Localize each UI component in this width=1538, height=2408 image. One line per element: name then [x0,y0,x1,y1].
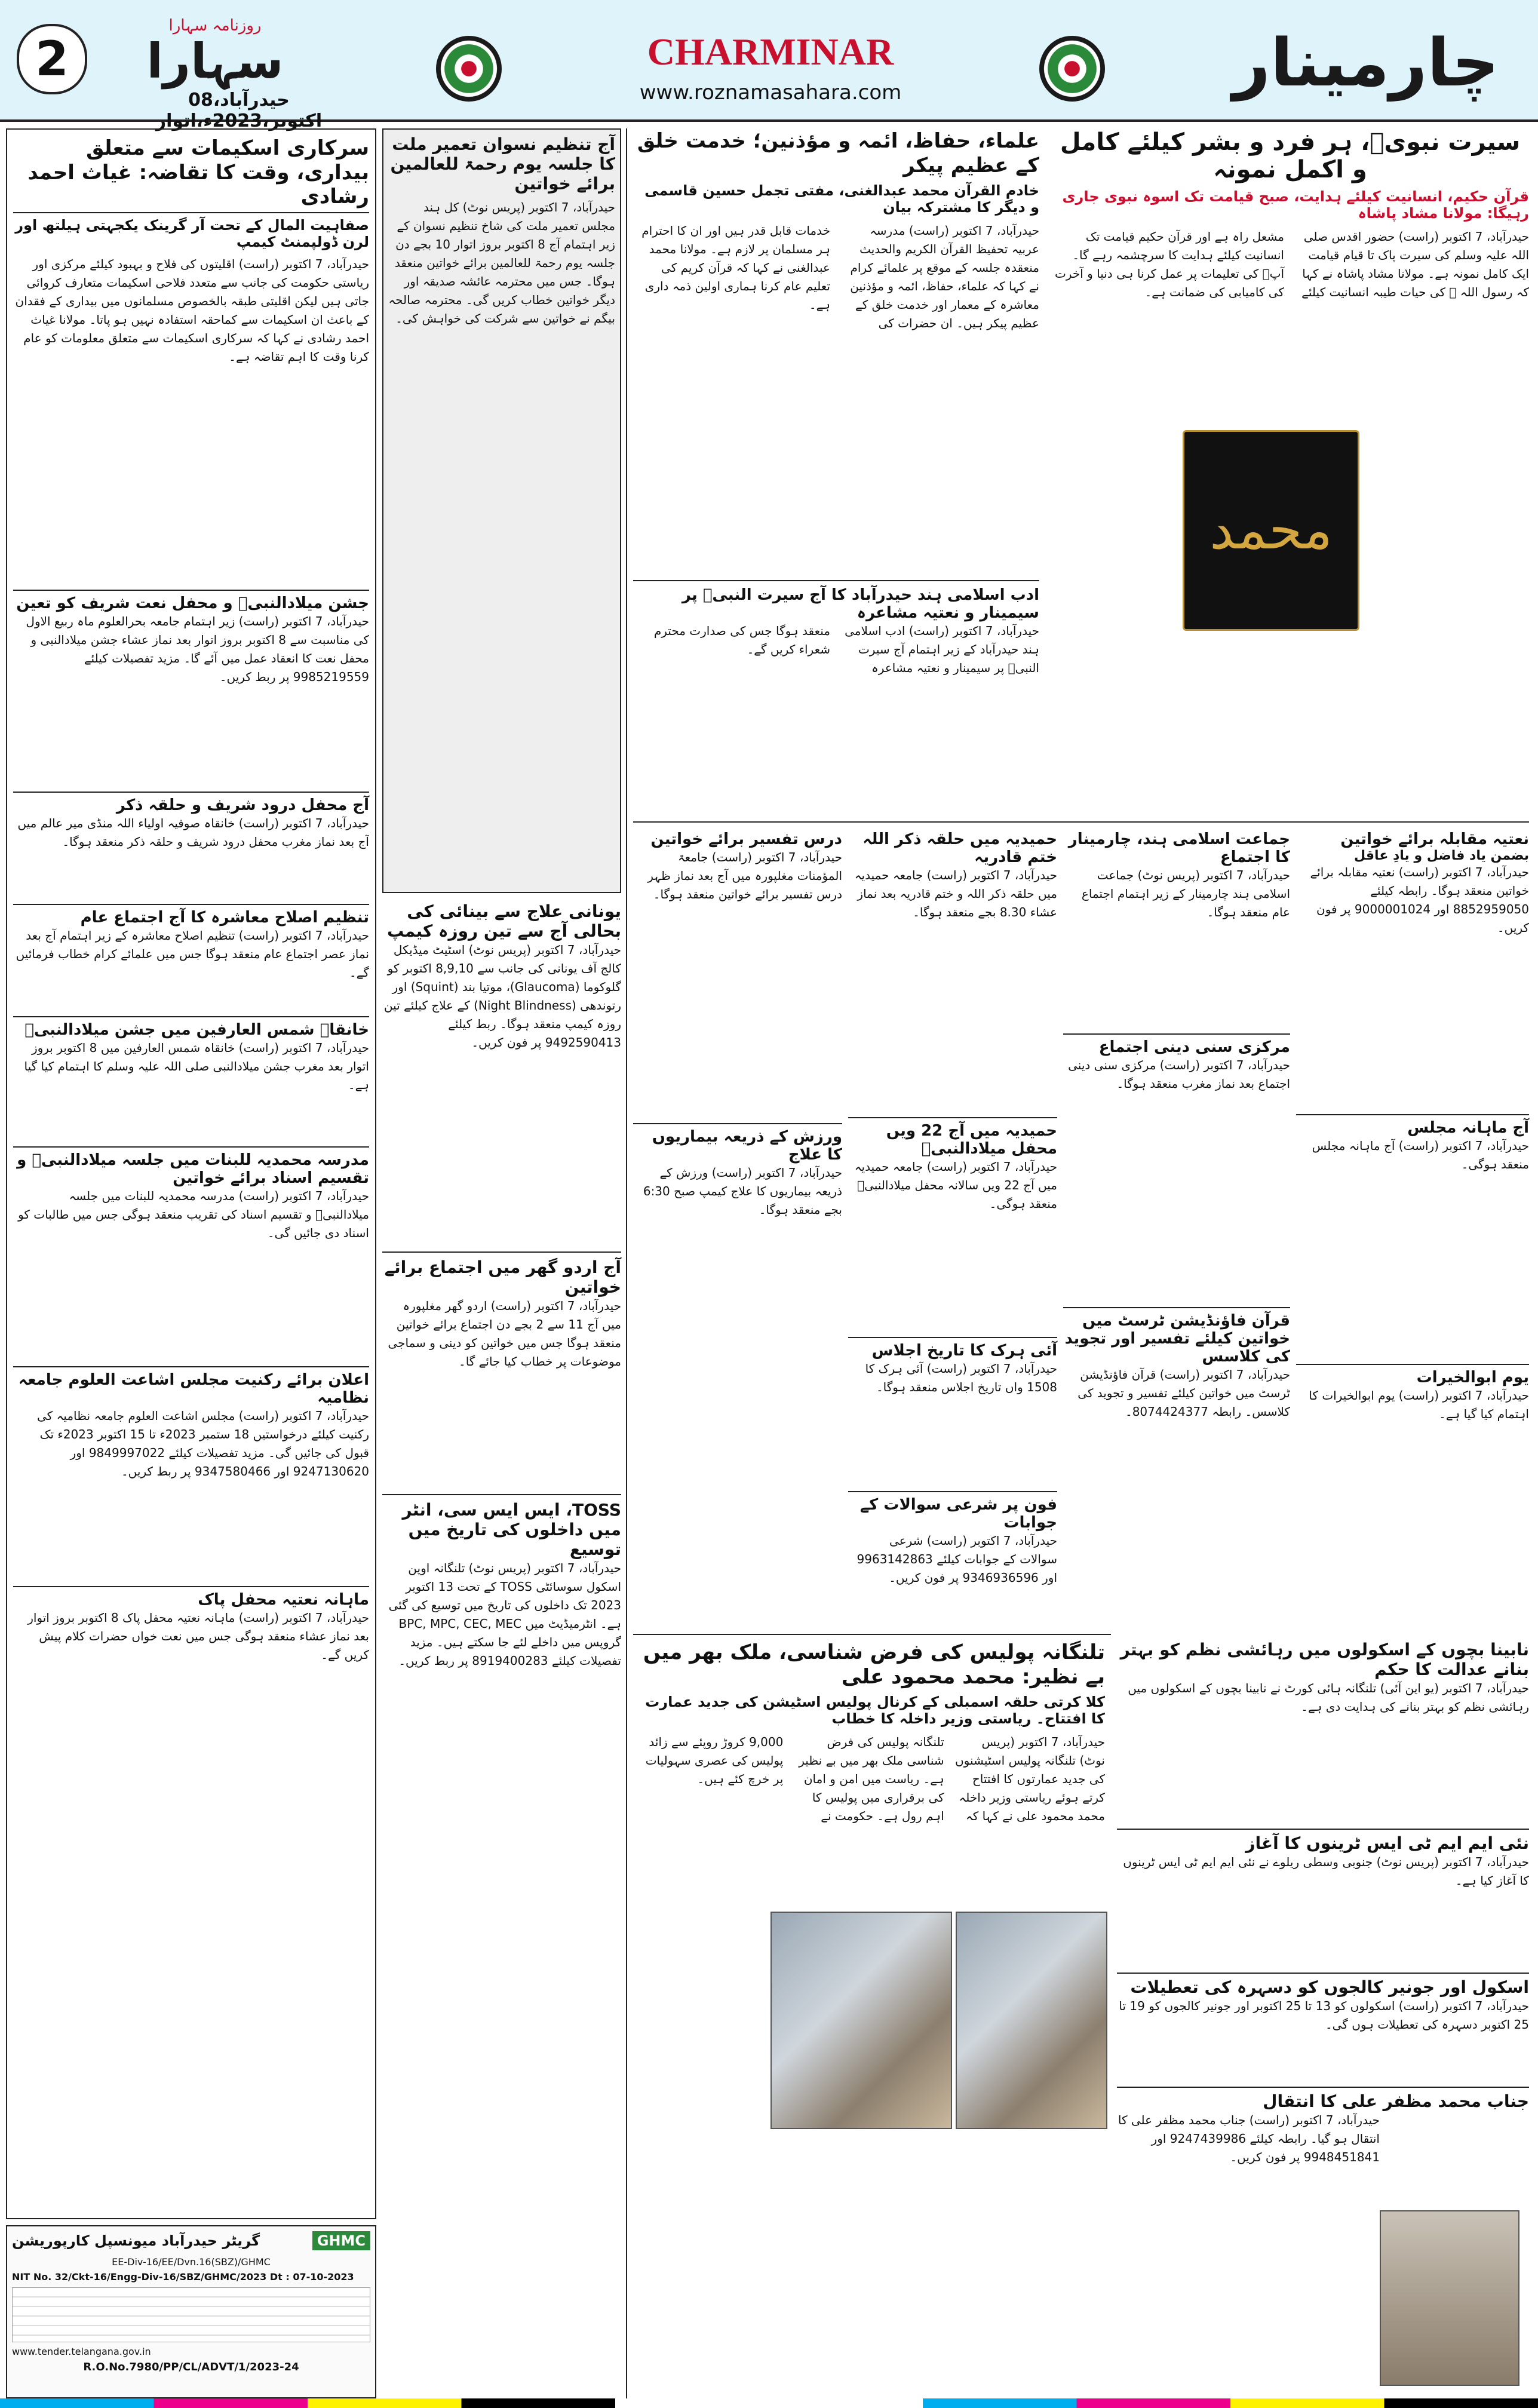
short-news-col-a [633,830,842,1625]
ghmc-site[interactable]: www.tender.telangana.gov.in [12,2346,151,2357]
left-body6: حیدرآباد، 7 اکتوبر (راست) مدرسہ محمدیہ للبنات میں جلسہ میلادالنبیؐ و تقسیم اسناد کی تقریب منعقد ہوگی جس میں طالبات کو اسناد دی جائیں گی۔ [18,1189,369,1240]
emblem-left-icon [436,36,502,102]
c-h12: یوم ابوالخیرات [1296,1364,1529,1386]
left-h1: سرکاری اسکیمات سے متعلق بیداری، وقت کا تقاضہ: غیاث احمد رشادی [13,136,369,213]
col2-h4: TOSS، ایس ایس سی، انٹر میں داخلوں کی تاریخ میں توسیع [382,1494,621,1559]
col2-body1: حیدرآباد، 7 اکتوبر (پریس نوٹ) کل ہند مجلس تعمیر ملت کی شاخ تنظیم نسوان کے زیر اہتمام آج 8 اکتوبر بروز اتوار 10 بجے دن جلسہ یوم رحمۃ للعالمین برائے خواتین منعقد ہوگا۔ جس میں محترمہ عائشہ صدیقہ اور دیگر خواتین خطاب کریں گی۔ محترمہ صالحہ بیگم نے خواتین سے شرکت کی خواہش کی۔ [388,200,615,326]
left-h5: خانقاہ شمس العارفین میں جشن میلادالنبیؐ [13,1016,369,1039]
left-column [6,128,376,2219]
c-b7: حیدرآباد، 7 اکتوبر (راست) مرکزی سنی دینی اجتماع بعد نماز مغرب منعقد ہوگا۔ [1068,1058,1290,1091]
ghmc-org: گریٹر حیدرآباد میونسپل کارپوریشن [12,2232,260,2249]
masthead-brand [108,17,323,88]
c-sub4: بضمن یاد فاضل و یادِ عاقل [1354,848,1529,863]
left-h8: ماہانہ نعتیہ محفل پاک [13,1586,369,1609]
section-title-en: CHARMINAR [647,30,894,73]
left-h4: تنظیم اصلاح معاشرہ کا آج اجتماع عام [13,904,369,927]
left-h7: اعلان برائے رکنیت مجلس اشاعت العلوم جامعہ نظامیہ [13,1366,369,1407]
seminar-headline: ادب اسلامی ہند حیدرآباد کا آج سیرت النبیؐ پر سیمینار و نعتیہ مشاعرہ [633,580,1039,622]
website-url[interactable]: www.roznamasahara.com [639,81,902,105]
left-body7: حیدرآباد، 7 اکتوبر (راست) مجلس اشاعت العلوم جامعہ نظامیہ کی رکنیت کیلئے درخواستیں 18 ستمبر 2023ء تا 15 اکتوبر 2023ء تک قبول کی جائیں گی۔ مزید تفصیلات کیلئے 9849997022 اور 9247130620 اور 9347580466 پر ربط کریں۔ [37,1409,369,1478]
c-h5: حمیدیہ میں آج 22 ویں محفل میلادالنبیؐ [848,1117,1057,1158]
c-b1: حیدرآباد، 7 اکتوبر (راست) جامعۃ المؤمنات مغلپورہ میں آج بعد نماز ظہر درس تفسیر برائے خواتین منعقد ہوگا۔ [647,850,842,901]
sirat-headline: سیرت نبویؐ، ہر فرد و بشر کیلئے کامل و اکمل نمونہ [1060,128,1521,183]
police-subline: کلا کرتی حلقہ اسمبلی کے کرنال پولیس اسٹیشن کی جدید عمارت کا افتتاح۔ ریاستی وزیر داخلہ کا خطاب [645,1694,1105,1727]
rn-b4: حیدرآباد، 7 اکتوبر (راست) جناب محمد مظفر علی کا انتقال ہو گیا۔ رابطہ کیلئے 9247439986 اور 9948451841 پر فون کریں۔ [1118,2113,1380,2164]
left-body2: حیدرآباد، 7 اکتوبر (راست) زیر اہتمام جامعہ بحرالعلوم ماہ ربیع الاول کی مناسبت سے 8 اکتوبر بروز اتوار بعد نماز عشاء جشن میلادالنبی و محفل نعت کا انعقاد عمل میں آئے گا۔ مزید تفصیلات کیلئے 9985219559 پر ربط کریں۔ [26,614,369,684]
c-h9: ورزش کے ذریعہ بیماریوں کا علاج [633,1123,842,1164]
c-h10: فون پر شرعی سوالات کے جوابات [848,1491,1057,1532]
c-b5: حیدرآباد، 7 اکتوبر (راست) جامعہ حمیدیہ میں آج 22 ویں سالانہ محفل میلادالنبیؐ منعقد ہوگی۔ [854,1159,1057,1211]
left-h2: جشن میلادالنبیؐ و محفل نعت شریف کو تعین [13,590,369,612]
mid-rule [633,821,1529,823]
c-b12: حیدرآباد، 7 اکتوبر (راست) یوم ابوالخیرات کا اہتمام کیا گیا ہے۔ [1309,1388,1529,1421]
sirat-subhead: قرآن حکیم، انسانیت کیلئے ہدایت، صبح قیامت تک اسوہ نبوی جاری رہیگا: مولانا مشاد پاشاہ [1062,188,1529,222]
rn-h1: نابینا بچوں کے اسکولوں میں رہائشی نظم کو بہتر بنانے عدالت کا حکم [1120,1640,1529,1679]
tanzeem-box [382,128,621,893]
short-news-col-c [1063,830,1290,1625]
emblem-right-icon [1039,36,1105,102]
rn-h2: نئی ایم ایم ٹی ایس ٹرینوں کا آغاز [1117,1829,1529,1853]
left-h3: آج محفل درود شریف و حلقہ ذکر [13,792,369,814]
left-body1: حیدرآباد، 7 اکتوبر (راست) اقلیتوں کی فلاح و بہبود کیلئے مرکزی اور ریاستی حکومت کی جانب سے متعدد فلاحی اسکیمات متعارف کروائی جاتی ہیں لیکن اقلیتی طبقہ بالخصوص مسلمانوں میں بیداری کے فقدان کے باعث ان اسکیمات سے کماحقہ استفادہ نہیں ہو پاتا۔ مولانا غیاث احمد رشادی نے کہا کہ سرکاری اسکیمات سے متعلق معلومات کو عام کرنا وقت کا اہم تقاضہ ہے۔ [15,257,369,364]
c-b3: حیدرآباد، 7 اکتوبر (پریس نوٹ) جماعت اسلامی ہند چارمینار کے زیر اہتمام اجتماع عام منعقد ہوگا۔ [1081,868,1290,919]
col2-body3: حیدرآباد، 7 اکتوبر (راست) اردو گھر مغلپورہ میں آج 11 سے 2 بجے دن اجتماع برائے خواتین منعقد ہوگا جس میں خواتین کو دینی و سماجی موضوعات پر خطاب کیا جائے گا۔ [388,1299,621,1369]
sirat-body: حیدرآباد، 7 اکتوبر (راست) حضور اقدس صلی اللہ علیہ وسلم کی سیرت پاک تا قیام قیامت ایک کامل نمونہ ہے۔ مولانا مشاد پاشاہ نے کہا کہ رسول اللہ ﷺ کی حیات طیبہ انسانیت کیلئے مشعل راہ ہے اور قرآن حکیم قیامت تک انسانیت کیلئے ہدایت کا سرچشمہ رہے گا۔ آپؐ کی تعلیمات پر عمل کرنا ہی دنیا و آخرت کی کامیابی کی ضمانت ہے۔ [1054,229,1529,299]
c-h6: آئی ہرک کا تاریخ اجلاس [848,1337,1057,1360]
c-h7: مرکزی سنی دینی اجتماع [1063,1033,1290,1056]
c-b6: حیدرآباد، 7 اکتوبر (راست) آئی ہرک کا 1508 واں تاریخ اجلاس منعقد ہوگا۔ [865,1361,1057,1394]
police-headline: تلنگانہ پولیس کی فرض شناسی، ملک بھر میں بے نظیر: محمد محمود علی [643,1640,1105,1689]
c-h2: حمیدیہ میں حلقہ ذکر اللہ ختم قادریہ [862,830,1057,866]
col2-h3: آج اردو گھر میں اجتماع برائے خواتین [382,1251,621,1297]
banner-story [633,128,1039,815]
left-h1-sub: صفاہیت المال کے تحت آر گرینک یکجہتی ہیلتھ اور لرن ڈولپمنٹ کیمپ [15,217,369,250]
rn-h3: اسکول اور جونیر کالجوں کو دسہرہ کی تعطیلات [1117,1973,1529,1997]
date-line: حیدرآباد،08 اکتوبر،2023ء،اتوار [155,90,323,131]
ghmc-ref: R.O.No.7980/PP/CL/ADVT/1/2023-24 [83,2361,299,2373]
c-b4: حیدرآباد، 7 اکتوبر (راست) نعتیہ مقابلہ برائے خواتین منعقد ہوگا۔ رابطہ کیلئے 8852959050 اور 9000001024 پر فون کریں۔ [1310,865,1529,935]
police-body: حیدرآباد، 7 اکتوبر (پریس نوٹ) تلنگانہ پولیس اسٹیشنوں کی جدید عمارتوں کا افتتاح کرتے ہوئے ریاستی وزیر داخلہ محمد محمود علی نے کہا کہ تلنگانہ پولیس کی فرض شناسی ملک بھر میں بے نظیر ہے۔ ریاست میں امن و امان کی برقراری میں پولیس کا اہم رول ہے۔ حکومت نے 9,000 کروڑ روپئے سے زائد پولیس کی عصری سہولیات پر خرچ کئے ہیں۔ [645,1735,1105,1823]
left-body4: حیدرآباد، 7 اکتوبر (راست) تنظیم اصلاح معاشرہ کے زیر اہتمام آج بعد نماز عصر اجتماع عام منعقد ہوگا جس میں علمائے کرام خطاب فرمائیں گے۔ [16,928,369,980]
rn-h4: جناب محمد مظفر علی کا انتقال [1117,2087,1529,2111]
col2-body4: حیدرآباد، 7 اکتوبر (پریس نوٹ) تلنگانہ اوپن اسکول سوسائٹی TOSS کے تحت 13 اکتوبر 2023 تک داخلوں کی تاریخ میں توسیع کی گئی ہے۔ انٹرمیڈیٹ میں BPC, MPC, CEC, MEC گروپس میں داخلے لئے جا سکتے ہیں۔ مزید تفصیلات کیلئے 8919400283 پر ربط کریں۔ [388,1561,621,1668]
left-body3: حیدرآباد، 7 اکتوبر (راست) خانقاہ صوفیہ اولیاء اللہ منڈی میر عالم میں آج بعد نماز مغرب محفل درود شریف و حلقہ ذکر منعقد ہوگا۔ [17,816,369,849]
obituary-photo [1380,2210,1519,2386]
column-2 [382,128,621,2159]
masthead-tagline: روزنامہ سہارا [168,17,262,35]
c-b10: حیدرآباد، 7 اکتوبر (راست) شرعی سوالات کے جوابات کیلئے 9963142863 اور 9346936596 پر فون کریں۔ [857,1533,1057,1585]
column-divider [626,128,627,2398]
banner-headline: علماء، حفاظ، ائمہ و مؤذنین؛ خدمت خلق کے عظیم پیکر [637,129,1039,177]
c-b2: حیدرآباد، 7 اکتوبر (راست) جامعہ حمیدیہ میں حلقہ ذکر اللہ و ختم قادریہ بعد نماز عشاء 8.30 بجے منعقد ہوگا۔ [854,868,1057,919]
c-h1: درس تفسیر برائے خواتین [650,830,842,848]
short-news-col-d [1296,830,1529,1625]
ghmc-line1: EE-Div-16/EE/Dvn.16(SBZ)/GHMC [112,2256,271,2268]
c-b8: حیدرآباد، 7 اکتوبر (راست) آج ماہانہ مجلس منعقد ہوگی۔ [1312,1139,1529,1171]
police-photo-2 [956,1912,1107,2129]
registration-bar [0,2398,1538,2408]
seminar-body: حیدرآباد، 7 اکتوبر (راست) ادب اسلامی ہند حیدرآباد کے زیر اہتمام آج سیرت النبیؐ پر سیمینار و نعتیہ مشاعرہ منعقد ہوگا جس کی صدارت محترم شعراء کریں گے۔ [653,624,1039,675]
ghmc-table [12,2287,370,2342]
rn-b2: حیدرآباد، 7 اکتوبر (پریس نوٹ) جنوبی وسطی ریلوے نے نئی ایم ایم ٹی ایس ٹرینوں کا آغاز کیا ہے۔ [1123,1855,1529,1888]
col2-body2: حیدرآباد، 7 اکتوبر (پریس نوٹ) اسٹیٹ میڈیکل کالج آف یونانی کی جانب سے 8,9,10 اکتوبر کو گلوکوما (Glaucoma)، موتیا بند (Squint) اور رتوندھی (Night Blindness) کے علاج کیلئے تین روزہ کیمپ منعقد ہوگا۔ ربط کیلئے 9492590413 پر فون کریں۔ [383,943,621,1050]
police-rule [633,1634,1111,1635]
col2-h2: یونانی علاج سے بینائی کی بحالی آج سے تین روزہ کیمپ [387,901,621,941]
section-title-ur: چارمینار [1232,24,1499,101]
c-h3: جماعت اسلامی ہند، چارمینار کا اجتماع [1068,830,1290,866]
left-body5: حیدرآباد، 7 اکتوبر (راست) خانقاہ شمس العارفین میں 8 اکتوبر بروز اتوار بعد مغرب جشن میلادالنبی صلی اللہ علیہ وسلم کا اہتمام کیا گیا ہے۔ [24,1041,369,1092]
brand-logo: سہارا [146,33,284,89]
page-number: 2 [35,31,69,87]
police-photo-1 [770,1912,952,2129]
ghmc-logo: GHMC [312,2231,370,2250]
left-body8: حیدرآباد، 7 اکتوبر (راست) ماہانہ نعتیہ محفل پاک 8 اکتوبر بروز اتوار بعد نماز عشاء منعقد ہوگی جس میں نعت خواں حضرات کلام پیش کریں گے۔ [27,1611,369,1662]
c-h4: نعتیہ مقابلہ برائے خواتین [1340,830,1529,848]
col2-h1: آج تنظیم نسوان تعمیر ملت کا جلسہ یوم رحمۃ للعالمین برائے خواتین [390,134,615,194]
banner-subhead: خادم القرآن محمد عبدالغنی، مفتی تجمل حسین قاسمی و دیگر کا مشترکہ بیان [644,182,1039,216]
calligraphy-text: محمد [1209,499,1333,562]
banner-body: حیدرآباد، 7 اکتوبر (راست) مدرسہ عربیہ تحفیظ القرآن الکریم والحدیث منعقدہ جلسہ کے موقع پر علمائے کرام نے کہا کہ علماء، حفاظ، ائمہ و مؤذنین معاشرہ کے معمار اور خدمت خلق کے عظیم پیکر ہیں۔ ان حضرات کی خدمات قابل قدر ہیں اور ان کا احترام ہر مسلمان پر لازم ہے۔ مولانا محمد عبدالغنی نے کہا کہ قرآن کریم کی تعلیم عام کرنا ہماری اولین ذمہ داری ہے۔ [641,223,1039,330]
ghmc-ad [6,2225,376,2398]
rn-b1: حیدرآباد، 7 اکتوبر (یو این آئی) تلنگانہ ہائی کورٹ نے نابینا بچوں کے اسکولوں میں رہائشی نظم کو بہتر بنانے کی ہدایت دی ہے۔ [1128,1681,1529,1714]
left-h6: مدرسہ محمدیہ للبنات میں جلسہ میلادالنبیؐ و تقسیم اسناد برائے خواتین [13,1146,369,1187]
calligraphy-image [1183,430,1359,631]
c-b9: حیدرآباد، 7 اکتوبر (راست) ورزش کے ذریعہ بیماریوں کا علاج کیمپ صبح 6:30 بجے منعقد ہوگا۔ [643,1165,842,1217]
ghmc-line2: NIT No. 32/Ckt-16/Engg-Div-16/SBZ/GHMC/2023 Dt : 07-10-2023 [12,2271,354,2283]
c-h11: قرآن فاؤنڈیشن ٹرسٹ میں خواتین کیلئے تفسیر اور تجوید کی کلاسس [1063,1307,1290,1366]
c-b11: حیدرآباد، 7 اکتوبر (راست) قرآن فاؤنڈیشن ٹرسٹ میں خواتین کیلئے تفسیر و تجوید کی کلاسس۔ رابطہ 8074424377۔ [1077,1367,1290,1419]
rn-b3: حیدرآباد، 7 اکتوبر (راست) اسکولوں کو 13 تا 25 اکتوبر اور جونیر کالجوں کو 19 تا 25 اکتوبر دسہرہ کی تعطیلات ہوں گی۔ [1119,1999,1529,2032]
c-h8: آج ماہانہ مجلس [1296,1114,1529,1137]
short-news-col-b [848,830,1057,1625]
page-number-badge [17,24,87,94]
